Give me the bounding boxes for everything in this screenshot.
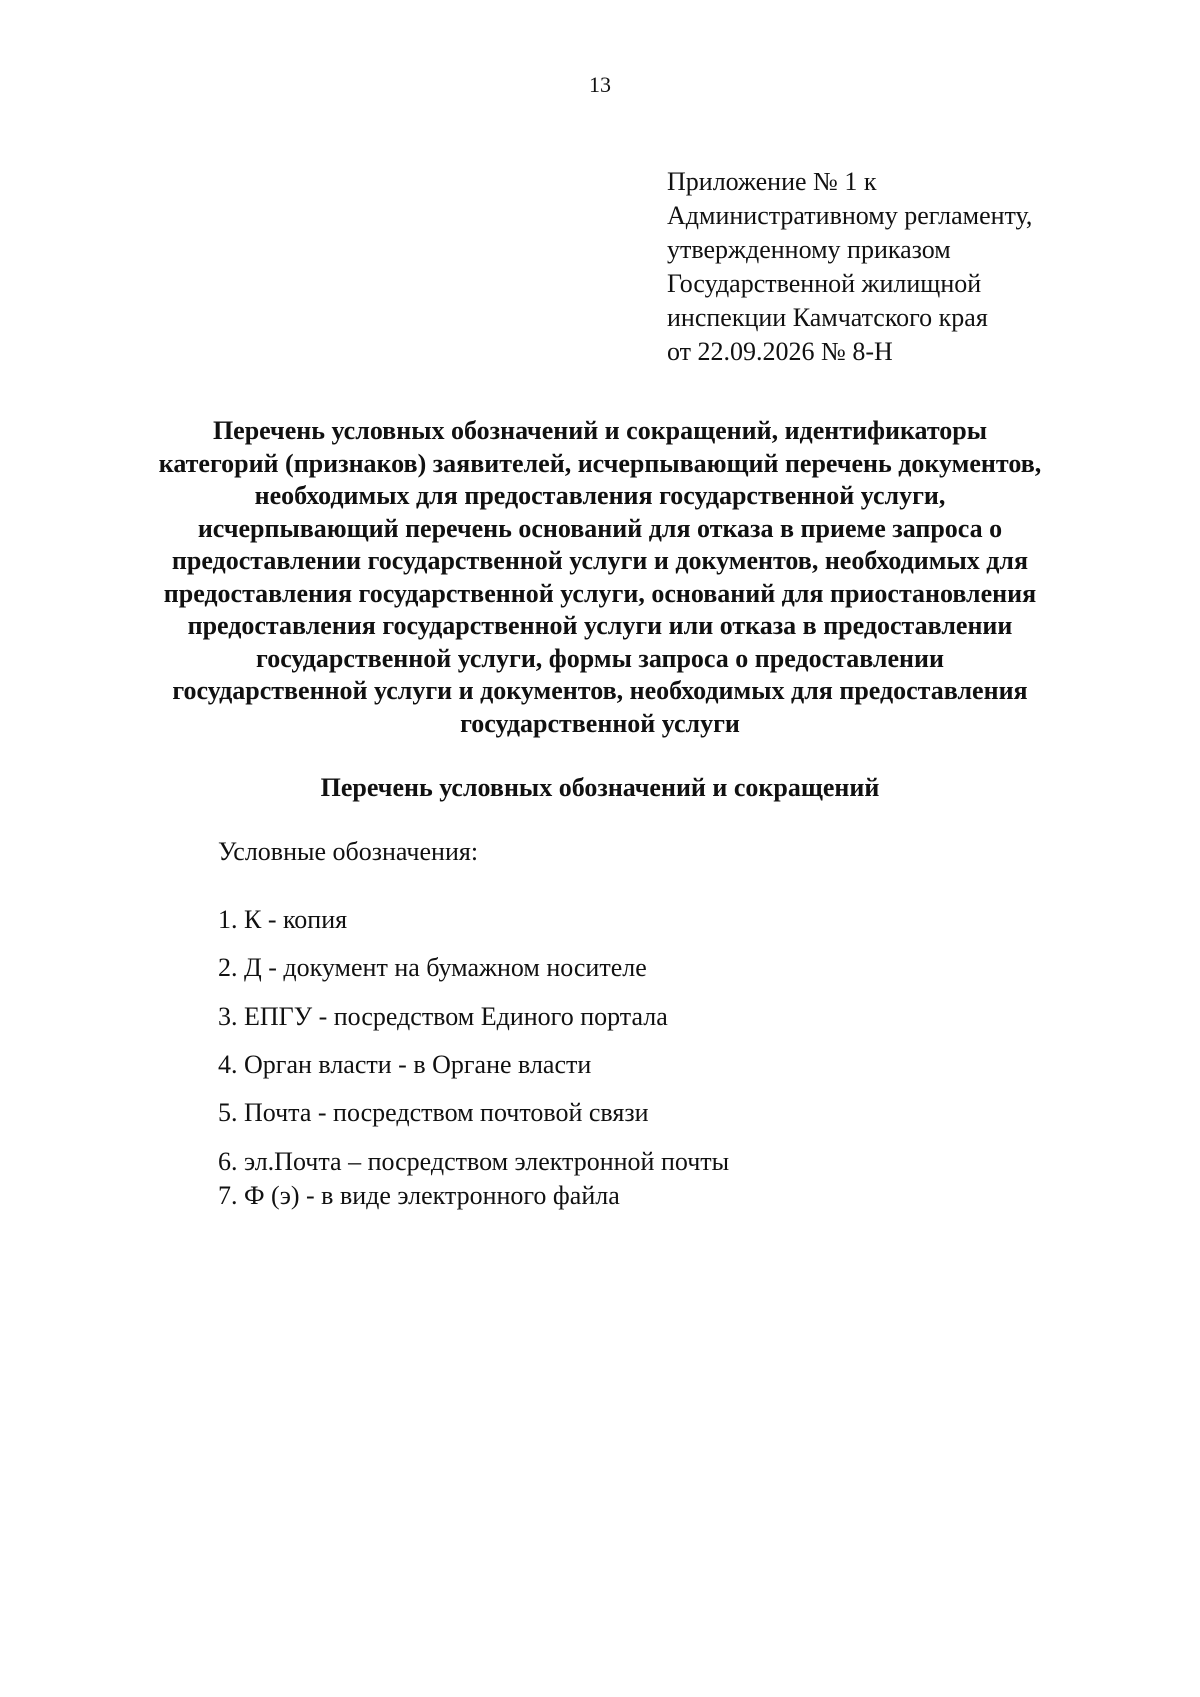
- title-line: необходимых для предоставления государственной услуги,: [254, 481, 946, 510]
- title-line: государственной услуги, формы запроса о предоставлении: [256, 643, 944, 673]
- appendix-line: Государственной жилищной: [667, 269, 982, 298]
- page-number: 13: [589, 72, 611, 97]
- legend-item: 6. эл.Почта – посредством электронной почты: [218, 1147, 730, 1176]
- title-line: категорий (признаков) заявителей, исчерпывающий перечень документов,: [158, 448, 1042, 478]
- appendix-line: утвержденному приказом: [667, 235, 951, 264]
- appendix-line: Административному регламенту,: [667, 201, 1033, 230]
- legend-item: 7. Ф (э) - в виде электронного файла: [218, 1181, 620, 1210]
- legend-item: 3. ЕПГУ - посредством Единого портала: [218, 1002, 668, 1031]
- legend-item: 2. Д - документ на бумажном носителе: [218, 953, 647, 982]
- legend-item: 4. Орган власти - в Органе власти: [218, 1050, 592, 1079]
- section-heading: Перечень условных обозначений и сокращений: [320, 773, 880, 802]
- legend-intro: Условные обозначения:: [218, 837, 479, 866]
- title-line: предоставления государственной услуги или отказа в предоставлении: [187, 611, 1013, 640]
- document-title: [90, 415, 1110, 740]
- title-line: Перечень условных обозначений и сокращений, идентификаторы: [212, 416, 988, 445]
- title-line: государственной услуги: [460, 708, 740, 738]
- title-line: предоставлении государственной услуги и документов, необходимых для: [171, 546, 1029, 575]
- title-line: исчерпывающий перечень оснований для отказа в приеме запроса о: [197, 513, 1003, 543]
- appendix-line: от 22.09.2026 № 8-Н: [667, 337, 893, 366]
- title-line: предоставления государственной услуги, оснований для приостановления: [163, 578, 1037, 608]
- appendix-reference: [667, 165, 1147, 369]
- legend-item: 1. К - копия: [218, 905, 348, 934]
- legend-item: 5. Почта - посредством почтовой связи: [218, 1098, 649, 1127]
- appendix-line: Приложение № 1 к: [667, 167, 877, 196]
- title-line: государственной услуги и документов, необходимых для предоставления: [172, 676, 1028, 705]
- appendix-line: инспекции Камчатского края: [667, 303, 988, 332]
